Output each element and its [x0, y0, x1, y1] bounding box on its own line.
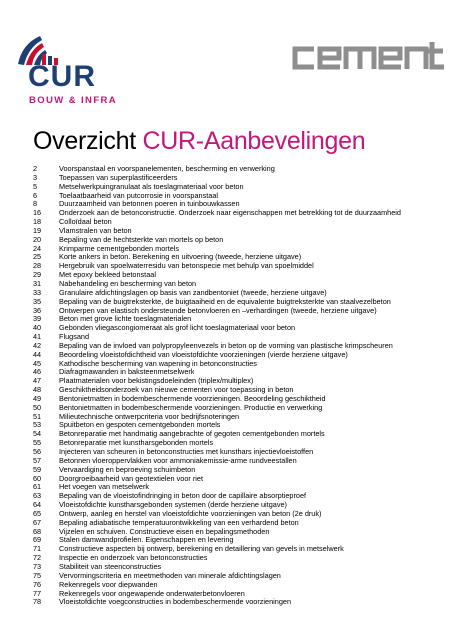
list-item [33, 404, 448, 413]
list-item [33, 572, 448, 581]
recommendation-number: 72 [33, 554, 42, 563]
list-item [33, 236, 448, 245]
recommendation-title: Beton met grove lichte toeslagmaterialen [59, 315, 192, 324]
recommendation-title: Geschiktheidsonderzoek van nieuwe cementen voor toepassing in beton [59, 386, 294, 395]
cur-logo-subtitle: BOUW & INFRA [29, 95, 118, 106]
list-item [33, 536, 448, 545]
list-item [33, 563, 448, 572]
recommendation-number: 3 [33, 173, 38, 182]
recommendation-number: 16 [33, 209, 42, 218]
recommendation-title: Met epoxy bekleed betonstaal [59, 271, 156, 280]
page-header [0, 0, 452, 122]
list-item [33, 218, 448, 227]
list-item [33, 351, 448, 360]
list-item [33, 492, 448, 501]
list-item [33, 439, 448, 448]
list-item [33, 271, 448, 280]
list-item [33, 262, 448, 271]
recommendation-number: 69 [33, 536, 42, 545]
recommendation-number: 28 [33, 262, 42, 271]
cur-logo-text: CUR [28, 60, 96, 93]
recommendation-number: 75 [33, 571, 42, 580]
recommendation-number: 25 [33, 253, 42, 262]
recommendation-number: 57 [33, 456, 42, 465]
recommendation-title: Nabehandeling en bescherming van beton [59, 279, 197, 288]
recommendation-title: Kathodische bescherming van wapening in betonconstructies [59, 359, 257, 368]
recommendation-number: 56 [33, 448, 42, 456]
recommendation-number: 78 [33, 598, 42, 607]
recommendation-number: 60 [33, 474, 42, 483]
recommendation-number: 63 [33, 492, 42, 501]
recommendations-list [33, 165, 448, 607]
list-item [33, 342, 448, 351]
page-title [33, 126, 365, 156]
recommendation-number: 42 [33, 341, 42, 350]
recommendation-title: Vlamstralen van beton [59, 226, 132, 235]
recommendation-number: 65 [33, 509, 42, 518]
recommendation-number: 50 [33, 403, 42, 412]
list-item [33, 554, 448, 563]
recommendation-number: 49 [33, 394, 42, 403]
title-part-cur-aanbevelingen: CUR-Aanbevelingen [142, 127, 366, 155]
recommendation-number: 55 [33, 439, 42, 448]
list-item [33, 333, 448, 342]
list-item [33, 368, 448, 377]
recommendation-title: Milieutechnische ontwerpcriteria voor bedrijfsnoteringen [59, 412, 240, 421]
recommendation-title: Injecteren van scheuren in betonconstructies met kunsthars injectievloeistoffen [59, 448, 314, 456]
recommendation-number: 5 [33, 182, 38, 191]
recommendation-title: Betonnen vloeroppervlakken voor ammoniakemissie-arme rundveestallen [59, 456, 297, 465]
list-item [33, 590, 448, 599]
recommendation-title: Ontwerpen van elastisch ondersteunde betonvloeren en –verhardingen (tweede, herziene uitgave) [59, 306, 377, 315]
recommendation-title: Voorspanstaal en voorspanelementen, bescherming en verwerking [59, 165, 275, 173]
list-item [33, 253, 448, 262]
recommendation-title: Beoordeling vloeistofdichtheid van vloeistofdichte voorzieningen (vierde herziene uitgave) [59, 350, 348, 359]
list-item [33, 192, 448, 201]
recommendation-title: Krimparme cementgebonden mortels [59, 244, 180, 253]
recommendation-number: 6 [33, 191, 38, 200]
recommendation-title: Bepaling van de invloed van polypropyleenvezels in beton op de vorming van plastische krimpscheuren [59, 341, 393, 350]
recommendation-number: 35 [33, 297, 42, 306]
recommendation-title: Bentonietmatten in bodembeschermende voorzieningen. Beoordeling geschiktheid [59, 394, 326, 403]
recommendation-title: Vervaardiging en beproeving schuimbeton [59, 465, 196, 474]
list-item [33, 209, 448, 218]
recommendation-title: Toelaatbaarheid van putcorrosie in voorspanstaal [59, 191, 219, 200]
recommendation-title: Hergebruik van spoelwaterresidu van betonspecie met behulp van spoelmiddel [59, 262, 314, 271]
recommendation-title: Vijzelen en schuiven. Constructieve eisen en bepalingsmethoden [59, 527, 270, 536]
recommendation-number: 33 [33, 288, 42, 297]
recommendation-title: Metselwerkpuingranulaat als toeslagmateriaal voor beton [59, 182, 244, 191]
recommendation-title: Inspectie en onderzoek van betonconstructies [59, 554, 208, 563]
recommendation-title: Toepassen van superplastificeerders [59, 173, 178, 182]
list-item [33, 510, 448, 519]
recommendation-number: 76 [33, 580, 42, 589]
recommendation-title: Bepaling van de vloeistofindringing in beton door de capillaire absorptieproef [59, 492, 307, 501]
recommendation-number: 19 [33, 226, 42, 235]
list-item [33, 280, 448, 289]
recommendation-number: 64 [33, 501, 42, 510]
list-item [33, 386, 448, 395]
list-item [33, 466, 448, 475]
recommendation-number: 24 [33, 244, 42, 253]
recommendation-title: Flugsand [59, 333, 90, 342]
recommendation-number: 2 [33, 165, 38, 173]
recommendation-number: 46 [33, 368, 42, 377]
recommendation-number: 47 [33, 377, 42, 386]
list-item [33, 165, 448, 174]
recommendation-number: 61 [33, 483, 42, 492]
recommendation-title: Rekenregels voor diepwanden [59, 580, 158, 589]
recommendation-number: 53 [33, 421, 42, 430]
recommendation-title: Onderzoek aan de betonconstructie. Onderzoek naar eigenschappen met betrekking tot de duurzaamheid [59, 209, 401, 218]
recommendation-number: 20 [33, 235, 42, 244]
recommendation-number: 29 [33, 271, 42, 280]
recommendation-number: 8 [33, 200, 38, 209]
recommendation-title: Korte ankers in beton. Berekening en uitvoering (tweede, herziene uitgave) [59, 253, 302, 262]
list-item [33, 315, 448, 324]
cement-logo [288, 40, 446, 72]
recommendation-number: 31 [33, 279, 42, 288]
recommendation-number: 39 [33, 315, 42, 324]
recommendation-title: Bepaling van de buigtreksterkte, de buigtaaiheid en de equivalente buigtreksterkte van staalvezelbeton [59, 297, 391, 306]
recommendation-title: Spuitbeton en gespoten cementgebonden mortels [59, 421, 221, 430]
recommendation-title: Doorgroeibaarheid van geotextielen voor riet [59, 474, 203, 483]
recommendation-title: Betonreparatie met kunsthars​gebonden mortels [59, 439, 214, 448]
recommendation-title: Bepaling adiabatische temperatuurontwikkeling van een verhardend beton [59, 518, 299, 527]
recommendation-number: 36 [33, 306, 42, 315]
recommendation-title: Colloïdaal beton [59, 218, 112, 227]
recommendation-number: 68 [33, 527, 42, 536]
recommendation-title: Bepaling van de hechtsterkte van mortels op beton [59, 235, 224, 244]
recommendation-number: 71 [33, 545, 42, 554]
recommendation-title: Vloeistofdichte kunstharsgebonden systemen (derde herziene uitgave) [59, 501, 287, 510]
list-item [33, 501, 448, 510]
cement-wordmark [288, 40, 446, 72]
list-item [33, 598, 448, 607]
list-item [33, 519, 448, 528]
list-item [33, 413, 448, 422]
recommendation-number: 73 [33, 562, 42, 571]
list-item [33, 430, 448, 439]
recommendation-number: 45 [33, 359, 42, 368]
recommendation-number: 48 [33, 386, 42, 395]
recommendation-number: 77 [33, 589, 42, 598]
recommendation-title: Diafragmawanden in baksteenmetselwerk [59, 368, 195, 377]
recommendation-title: Constructieve aspecten bij ontwerp, berekening en detaillering van gevels in metselwerk [59, 545, 344, 554]
list-item [33, 360, 448, 369]
list-item [33, 183, 448, 192]
list-item [33, 227, 448, 236]
list-item [33, 307, 448, 316]
recommendation-number: 59 [33, 465, 42, 474]
list-item [33, 200, 448, 209]
recommendation-number: 51 [33, 412, 42, 421]
recommendation-title: Plaatmaterialen voor bekistingsdoeleinden (triplex/multiplex) [59, 377, 254, 386]
list-item [33, 174, 448, 183]
recommendation-title: Gebonden vliegascongiomeraat als grof licht toeslagmateriaal voor beton [59, 324, 296, 333]
recommendation-title: Rekenregels voor ongewapende onderwaterbetonvloeren [59, 589, 245, 598]
list-item [33, 483, 448, 492]
recommendation-title: Het voegen van metselwerk [59, 483, 150, 492]
list-item [33, 457, 448, 466]
recommendation-title: Betonreparatie met handmatig aangebrachte of gegoten cementgebonden mortels [59, 430, 325, 439]
recommendation-title: Ontwerp, aanleg en herstel van vloeistofdichte voorzieningen van beton (2e druk) [59, 509, 322, 518]
list-item [33, 245, 448, 254]
recommendation-title: Stalen damwandprofielen. Eigenschappen en levering [59, 536, 234, 545]
recommendation-number: 40 [33, 324, 42, 333]
recommendation-title: Granulaire afdichtingslagen op basis van zandbentoniet (tweede, herziene uitgave) [59, 288, 327, 297]
recommendation-number: 18 [33, 218, 42, 227]
recommendation-title: Vervormingscriteria en meetmethoden van minerale afdichtingslagen [59, 571, 281, 580]
recommendation-number: 41 [33, 333, 42, 342]
title-part-overzicht: Overzicht [33, 127, 136, 155]
list-item [33, 475, 448, 484]
list-item [33, 377, 448, 386]
list-item [33, 448, 448, 457]
recommendation-title: Duurzaamheid van betonnen poeren in tuinbouwkassen [59, 200, 240, 209]
list-item [33, 289, 448, 298]
recommendation-number: 54 [33, 430, 42, 439]
list-item [33, 581, 448, 590]
list-item [33, 324, 448, 333]
recommendation-title: Bentonietmatten in bodembeschermende voorzieningen. Productie en verwerking [59, 403, 323, 412]
list-item [33, 545, 448, 554]
list-item [33, 395, 448, 404]
list-item [33, 298, 448, 307]
recommendation-number: 44 [33, 350, 42, 359]
list-item [33, 421, 448, 430]
recommendation-title: Stabiliteit van steenconstructies [59, 562, 162, 571]
recommendation-number: 67 [33, 518, 42, 527]
recommendation-title: Vloeistofdichte voegconstructies in bodembeschermende voorzieningen [59, 598, 292, 607]
list-item [33, 528, 448, 537]
